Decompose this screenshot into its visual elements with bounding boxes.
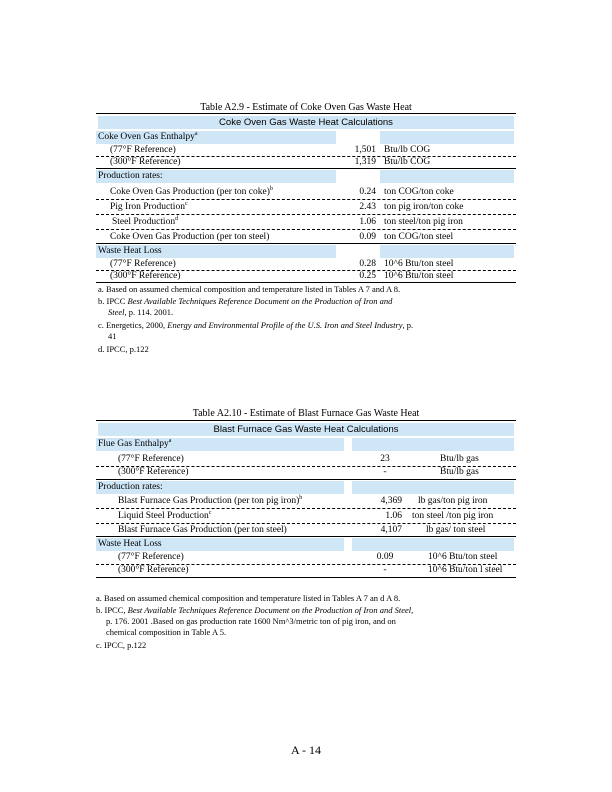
table1-header: Coke Oven Gas Waste Heat Calculations [98, 116, 514, 129]
table1-footnote-a: a. Based on assumed chemical composition and temperature listed in Tables A 7 and A 8. [98, 284, 401, 294]
table1-footnote-d: d. IPCC, p.122 [98, 344, 149, 354]
table1-loss77-value: 0.28 [359, 259, 376, 269]
table2-footnote-b-cont2: chemical composition in Table A 5. [106, 627, 227, 637]
table1-prod2-value: 2.43 [359, 202, 376, 212]
table2-section-enthalpy: Flue Gas Enthalpy$^a$ [98, 437, 172, 449]
table2-loss77-value: 0.09 [376, 552, 394, 562]
table1-prod4-label: Coke Oven Gas Production (per ton steel) [110, 232, 270, 242]
table1-row-rule [96, 243, 516, 244]
table2-ref300-unit: Btu/lb gas [440, 467, 479, 477]
table2-row-rule [96, 577, 516, 578]
table1-row-rule [96, 282, 516, 283]
table1-footnote-c-cont: 41 [108, 331, 117, 341]
table1-footnote-b: b. IPCC Best Available Techniques Reference Document on the Production of Iron and [98, 296, 393, 306]
table2-prod1-label: Blast Furnace Gas Production (per ton pig iron)$^b$ [118, 494, 303, 506]
table1-ref77-value: 1,501 [354, 145, 376, 155]
table2-prod1-unit: lb gas/ton pig iron [418, 496, 488, 506]
table2-footnote-b-cont: p. 176. 2001 .Based on gas production rate 1600 Nm^3/metric ton of pig iron, and on [106, 616, 396, 626]
table2-section-loss-bg-right [352, 538, 514, 551]
table2-prod3-label: Blast Furnace Gas Production (per ton steel) [118, 525, 287, 535]
table1-prod1-unit: ton COG/ton coke [384, 187, 454, 197]
table1-loss300-unit: 10^6 Btu/ton steel [384, 271, 454, 281]
table1-prod1-value: 0.24 [359, 187, 376, 197]
table2-prod1-value: 4,369 [380, 496, 402, 506]
table1-section-enthalpy: Coke Oven Gas Enthalpy$^a$ [98, 130, 198, 142]
table2-prod2-value: 1.06 [385, 511, 402, 521]
table1-prod2-unit: ton pig iron/ton coke [384, 202, 464, 212]
table2-row-rule [96, 523, 516, 524]
table2-caption: Table A2.10 - Estimate of Blast Furnace Gas Waste Heat [192, 408, 420, 419]
table2-ref77-unit: Btu/lb gas [440, 454, 479, 464]
table1-ref300-unit: Btu/lb COG [384, 157, 431, 167]
table1-prod1-label: Coke Oven Gas Production (per ton coke)$^b$ [110, 185, 273, 197]
table2-footnote-c: c. IPCC, p.122 [96, 640, 147, 650]
table1-caption: Table A2.9 - Estimate of Coke Oven Gas Waste Heat [200, 102, 412, 113]
table1-loss300-value: 0.25 [359, 271, 376, 281]
table1-section-production: Production rates: [98, 171, 163, 181]
table2-footnote-a: a. Based on assumed chemical composition and temperature listed in Tables A 7 an d A 8. [96, 593, 401, 603]
table2-prod3-unit: lb gas/ ton steel [426, 525, 486, 535]
table1-prod4-unit: ton COG/ton steel [384, 232, 454, 242]
table1-section-loss-bg-right [380, 245, 514, 258]
table1-ref300-value: 1,319 [354, 157, 376, 167]
table1-section-loss: Waste Heat Loss [98, 246, 162, 256]
table2-section-production: Production rates: [98, 482, 163, 492]
table1-row-rule [96, 214, 516, 215]
table2-footnote-b: b. IPCC, Best Available Techniques Reference Document on the Production of Iron and Steel, [96, 605, 414, 615]
table1-prod4-value: 0.09 [359, 232, 376, 242]
table2-section-loss: Waste Heat Loss [98, 539, 162, 549]
table2-header: Blast Furnace Gas Waste Heat Calculations [98, 423, 514, 436]
table2-loss77-unit: 10^6 Btu/ton steel [428, 552, 498, 562]
table1-row-rule [96, 199, 516, 200]
table1-ref77-label: (77°F Reference) [110, 145, 176, 155]
table1-ref77-unit: Btu/lb COG [384, 145, 431, 155]
table1-ref300-label: (300°F Reference) [110, 157, 181, 167]
table2-loss300-unit: 10^6 Btu/ton l steel [428, 565, 503, 575]
table2-ref77-value: 23 [380, 454, 390, 464]
table2-loss300-value: - [383, 565, 387, 575]
table2-top-rule [96, 420, 516, 421]
table2-ref300-label: (300°F Reference) [118, 467, 189, 477]
table2-prod3-value: 4,107 [380, 525, 402, 535]
table1-loss77-label: (77°F Reference) [110, 259, 176, 269]
table2-prod2-unit: ton steel /ton pig iron [412, 511, 494, 521]
table1-footnote-b-cont: Steel, p. 114. 2001. [108, 307, 174, 317]
table1-row-rule [96, 168, 516, 169]
table1-prod3-unit: ton steel/ton pig iron [384, 217, 463, 227]
table2-row-rule [96, 479, 516, 480]
table1-section-enthalpy-bg-right [380, 131, 514, 144]
table2-loss77-label: (77°F Reference) [118, 552, 184, 562]
table2-row-rule [96, 536, 516, 537]
table2-ref77-label: (77°F Reference) [118, 454, 184, 464]
table1-prod2-label: Pig Iron Production$^c$ [110, 200, 188, 212]
table1-row-rule [96, 229, 516, 230]
table1-section-production-bg-right [380, 170, 514, 183]
table1-loss77-unit: 10^6 Btu/ton steel [384, 259, 454, 269]
table2-prod2-label: Liquid Steel Production$^c$ [118, 509, 212, 521]
table2-section-production-bg-right [352, 481, 514, 494]
table1-top-rule [96, 113, 516, 114]
table1-loss300-label: (300°F Reference) [110, 271, 181, 281]
table1-footnote-c: c. Energetics, 2000, Energy and Environmental Profile of the U.S. Iron and Steel Industry, p. [98, 320, 414, 330]
page-number: A - 14 [291, 743, 321, 757]
table1-prod3-value: 1.06 [359, 217, 376, 227]
table2-section-enthalpy-bg-right [352, 438, 514, 451]
table2-loss300-label: (300°F Reference) [118, 565, 189, 575]
table1-prod3-label: Steel Production$^d$ [112, 215, 179, 227]
table2-row-rule [96, 508, 516, 509]
table2-ref300-value: - [383, 467, 387, 477]
